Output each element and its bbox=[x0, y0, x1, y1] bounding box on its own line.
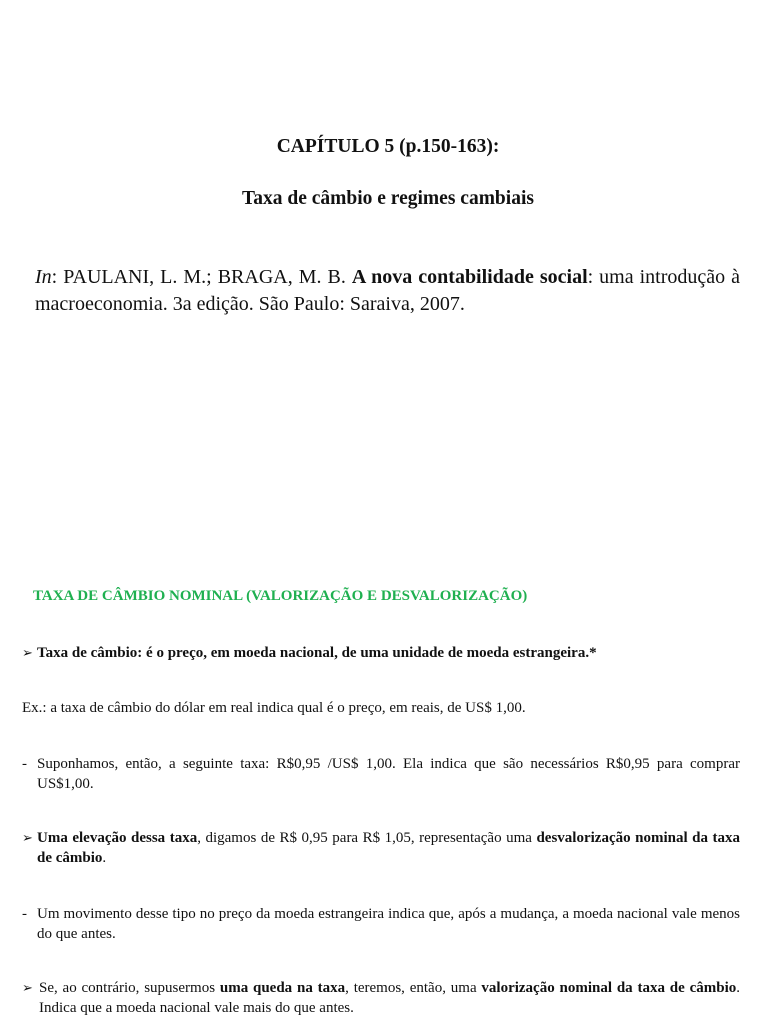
supposition-item bbox=[22, 754, 740, 794]
arrow-bullet-icon: ➢ bbox=[22, 830, 33, 845]
section-heading: TAXA DE CÂMBIO NOMINAL (VALORIZAÇÃO E DESVALORIZAÇÃO) bbox=[33, 588, 528, 604]
movement-item bbox=[22, 904, 740, 944]
definition-bold: Taxa de câmbio: é o preço, em moeda nacional, de uma unidade de moeda estrangeira.* bbox=[37, 645, 597, 661]
citation bbox=[35, 264, 740, 318]
valuation-middle: , teremos, então, uma bbox=[345, 980, 482, 996]
devaluation-bold-start: Uma elevação dessa taxa bbox=[37, 830, 198, 846]
citation-prefix: In bbox=[35, 266, 52, 288]
chapter-subtitle: Taxa de câmbio e regimes cambiais bbox=[242, 188, 534, 209]
arrow-bullet-icon: ➢ bbox=[22, 645, 33, 660]
citation-authors: : PAULANI, L. M.; BRAGA, M. B. bbox=[51, 266, 352, 288]
movement-text: Um movimento desse tipo no preço da moeda estrangeira indica que, após a mudança, a moeda nacional vale menos do que antes. bbox=[37, 906, 740, 942]
valuation-bullet bbox=[22, 978, 740, 1018]
example-paragraph: Ex.: a taxa de câmbio do dólar em real indica qual é o preço, em reais, de US$ 1,00. bbox=[22, 700, 526, 716]
dash-bullet-icon: - bbox=[22, 906, 27, 922]
devaluation-bold-end: desvalorização nominal da taxa de câmbio bbox=[37, 830, 741, 866]
valuation-bold-1: uma queda na taxa bbox=[219, 980, 346, 996]
definition-text bbox=[37, 643, 740, 663]
valuation-start: Se, ao contrário, supusermos bbox=[39, 980, 220, 996]
dash-bullet-icon: - bbox=[22, 756, 27, 772]
devaluation-middle: , digamos de R$ 0,95 para R$ 1,05, representação uma bbox=[197, 830, 537, 846]
valuation-end: . Indica que a moeda nacional vale mais do que antes. bbox=[39, 980, 741, 1016]
valuation-text bbox=[39, 978, 740, 1018]
chapter-title: CAPÍTULO 5 (p.150-163): bbox=[276, 136, 500, 157]
valuation-bold-2: valorização nominal da taxa de câmbio bbox=[481, 980, 737, 996]
citation-details: : uma introdução à macroeconomia. 3a edição. São Paulo: Saraiva, 2007. bbox=[35, 266, 741, 315]
devaluation-end: . bbox=[102, 850, 107, 866]
supposition-text: Suponhamos, então, a seguinte taxa: R$0,95 /US$ 1,00. Ela indica que são necessários R$0,95 para comprar US$1,00. bbox=[37, 756, 740, 792]
devaluation-text bbox=[37, 828, 740, 868]
citation-book-title: A nova contabilidade social bbox=[351, 266, 588, 288]
definition-bullet bbox=[22, 643, 740, 663]
arrow-bullet-icon: ➢ bbox=[22, 980, 33, 995]
devaluation-bullet bbox=[22, 828, 740, 868]
